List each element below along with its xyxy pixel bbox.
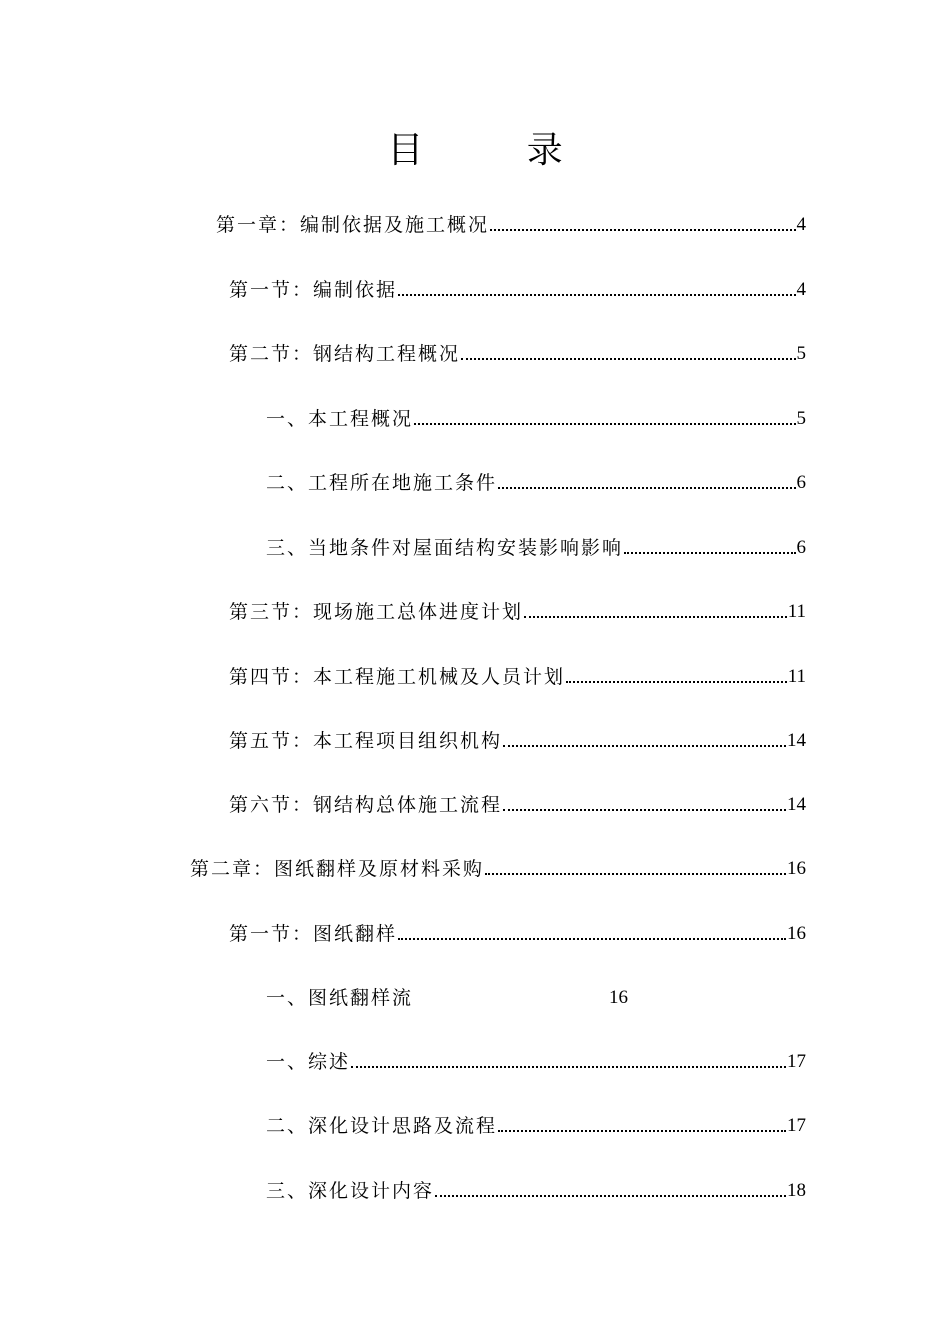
toc-entry[interactable] [266,1178,806,1204]
toc-entry-label: 第三节：现场施工总体进度计划 [229,601,524,623]
toc-entry[interactable] [216,212,806,238]
dot-leader [485,873,786,875]
toc-entry-label: 第四节：本工程施工机械及人员计划 [229,666,566,688]
dot-leader [398,294,795,296]
toc-entry-label: 一、综述 [266,1051,351,1073]
toc-entry-page: 4 [796,279,806,300]
toc-entry-label: 第五节：本工程项目组织机构 [229,730,503,752]
toc-entry[interactable] [266,406,806,432]
dot-leader [351,1066,786,1068]
toc-entry-page: 11 [787,601,806,622]
toc-entry-page: 6 [796,537,806,558]
toc-entry[interactable] [229,792,806,818]
toc-entry-page: 6 [796,472,806,493]
toc-entry-label: 第六节：钢结构总体施工流程 [229,794,503,816]
dot-leader [524,616,787,618]
toc-entry-page: 5 [796,343,806,364]
dot-leader [461,358,795,360]
toc-entry-page: 11 [787,666,806,687]
toc-entry-label: 第一节：编制依据 [229,279,398,301]
toc-entry[interactable] [229,728,806,754]
toc-entry[interactable] [266,985,628,1011]
toc-entry-label: 三、当地条件对屋面结构安装影响影响 [266,537,624,559]
toc-entry[interactable] [266,535,806,561]
toc-entry[interactable] [229,599,806,625]
toc-entry-label: 一、本工程概况 [266,408,414,430]
dot-leader [498,1130,786,1132]
toc-entry-label: 第二章：图纸翻样及原材料采购 [190,858,485,880]
toc-entry-label: 第一章：编制依据及施工概况 [216,214,490,236]
toc-entry[interactable] [229,664,806,690]
toc-entry[interactable] [266,1049,806,1075]
toc-entry-label: 二、工程所在地施工条件 [266,472,498,494]
toc-entry[interactable] [229,277,806,303]
toc-entry-page: 16 [609,987,628,1008]
toc-entry-label: 第二节：钢结构工程概况 [229,343,461,365]
toc-entry-label: 第一节：图纸翻样 [229,923,398,945]
toc-entry-label: 三、深化设计内容 [266,1180,435,1202]
toc-entry-page: 14 [787,730,806,751]
toc-title: 目 录 [387,130,609,171]
dot-leader [498,487,795,489]
dot-leader [490,229,795,231]
toc-entry[interactable] [266,1113,806,1139]
toc-entry-label: 二、深化设计思路及流程 [266,1115,498,1137]
toc-entry-page: 17 [787,1115,806,1136]
dot-leader [414,423,795,425]
toc-entry-page: 4 [796,214,806,235]
toc-entry-page: 14 [787,794,806,815]
toc-entry[interactable] [229,341,806,367]
dot-leader [566,681,787,683]
dot-leader [503,745,786,747]
toc-entry[interactable] [266,470,806,496]
toc-entry-page: 16 [787,923,806,944]
toc-entry[interactable] [190,856,806,882]
toc-entry[interactable] [229,921,806,947]
toc-entry-page: 17 [787,1051,806,1072]
dot-leader [624,552,795,554]
toc-entry-page: 5 [796,408,806,429]
dot-leader [398,938,786,940]
toc-entry-page: 16 [787,858,806,879]
toc-entry-label: 一、图纸翻样流 [266,987,414,1009]
dot-leader [503,809,786,811]
toc-entry-page: 18 [787,1180,806,1201]
dot-leader [435,1195,786,1197]
